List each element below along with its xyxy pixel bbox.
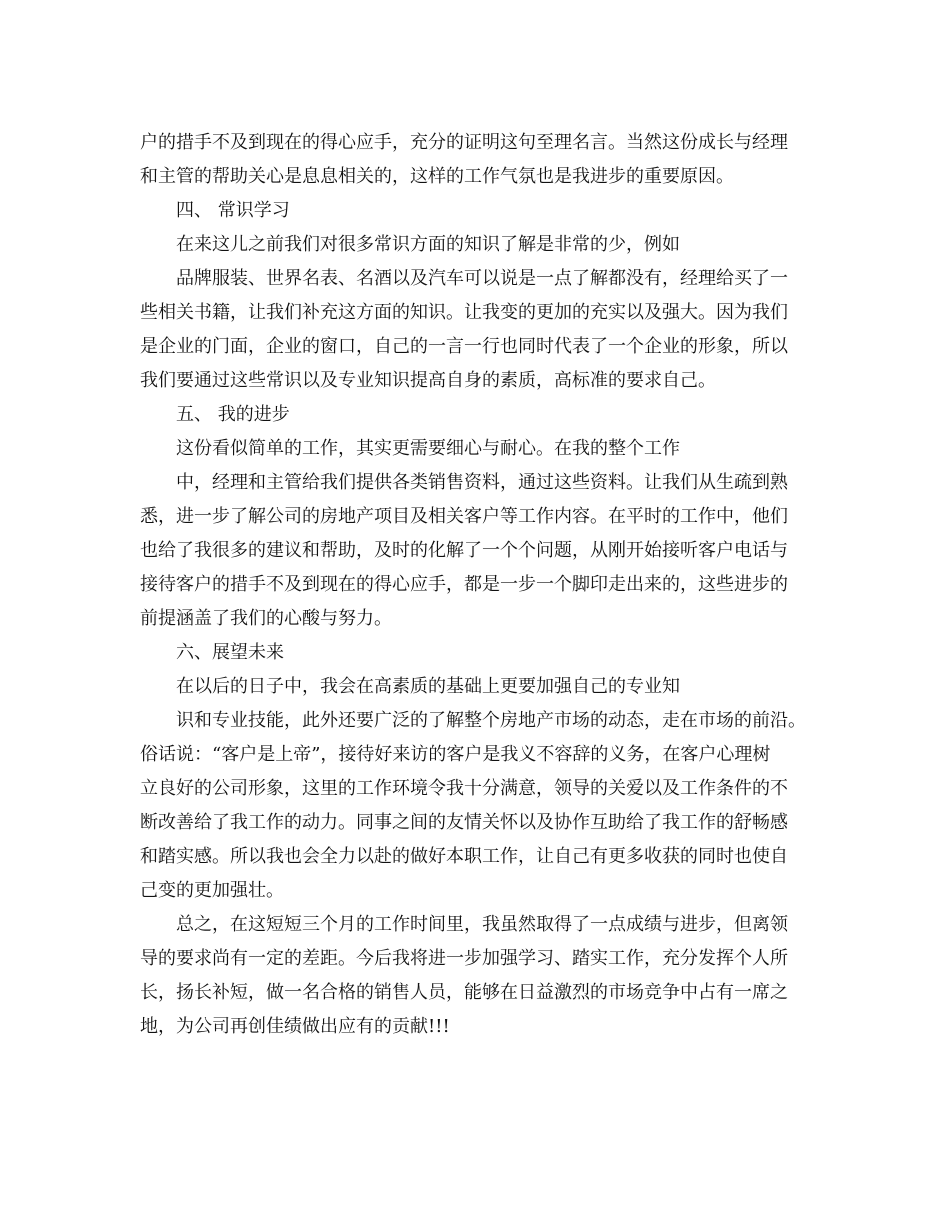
text-line: 和踏实感。所以我也会全力以赴的做好本职工作，让自己有更多收获的同时也使自 (140, 846, 788, 867)
text-line: 地，为公司再创佳绩做出应有的贡献!!! (140, 1016, 450, 1037)
text-line: 立良好的公司形象，这里的工作环境令我十分满意，领导的关爱以及工作条件的不 (140, 778, 788, 799)
text-line: 悉，进一步了解公司的房地产项目及相关客户等工作内容。在平时的工作中，他们 (140, 506, 788, 527)
text-line: 品牌服装、世界名表、名酒以及汽车可以说是一点了解都没有，经理给买了一 (176, 268, 788, 289)
text-line: 识和专业技能，此外还要广泛的了解整个房地产市场的动态，走在市场的前沿。 (176, 710, 806, 731)
text-line: 中，经理和主管给我们提供各类销售资料，通过这些资料。让我们从生疏到熟 (176, 472, 788, 493)
section-heading: 六、展望未来 (176, 642, 284, 663)
text-line: 己变的更加强壮。 (140, 880, 284, 901)
text-line: 些相关书籍，让我们补充这方面的知识。让我变的更加的充实以及强大。因为我们 (140, 302, 788, 323)
text-line: 俗话说：“客户是上帝”，接待好来访的客户是我义不容辞的义务，在客户心理树 (140, 744, 771, 765)
text-line: 导的要求尚有一定的差距。今后我将进一步加强学习、踏实工作，充分发挥个人所 (140, 948, 788, 969)
text-line: 和主管的帮助关心是息息相关的，这样的工作气氛也是我进步的重要原因。 (140, 166, 734, 187)
text-line: 也给了我很多的建议和帮助，及时的化解了一个个问题，从刚开始接听客户电话与 (140, 540, 788, 561)
text-line: 断改善给了我工作的动力。同事之间的友情关怀以及协作互助给了我工作的舒畅感 (140, 812, 788, 833)
text-line: 户的措手不及到现在的得心应手，充分的证明这句至理名言。当然这份成长与经理 (140, 132, 788, 153)
text-line: 是企业的门面，企业的窗口，自己的一言一行也同时代表了一个企业的形象，所以 (140, 336, 788, 357)
text-line: 这份看似简单的工作，其实更需要细心与耐心。在我的整个工作 (176, 438, 680, 459)
text-line: 前提涵盖了我们的心酸与努力。 (140, 608, 392, 629)
document-body (140, 126, 820, 1044)
section-heading: 四、 常识学习 (176, 200, 290, 221)
text-line: 我们要通过这些常识以及专业知识提高自身的素质，高标准的要求自己。 (140, 370, 716, 391)
text-line: 在以后的日子中，我会在高素质的基础上更要加强自己的专业知 (176, 676, 680, 697)
text-line: 长，扬长补短，做一名合格的销售人员，能够在日益激烈的市场竞争中占有一席之 (140, 982, 788, 1003)
section-heading: 五、 我的进步 (176, 404, 290, 425)
text-line: 在来这儿之前我们对很多常识方面的知识了解是非常的少，例如 (176, 234, 680, 255)
text-line: 总之，在这短短三个月的工作时间里，我虽然取得了一点成绩与进步，但离领 (176, 914, 788, 935)
text-line: 接待客户的措手不及到现在的得心应手，都是一步一个脚印走出来的，这些进步的 (140, 574, 788, 595)
